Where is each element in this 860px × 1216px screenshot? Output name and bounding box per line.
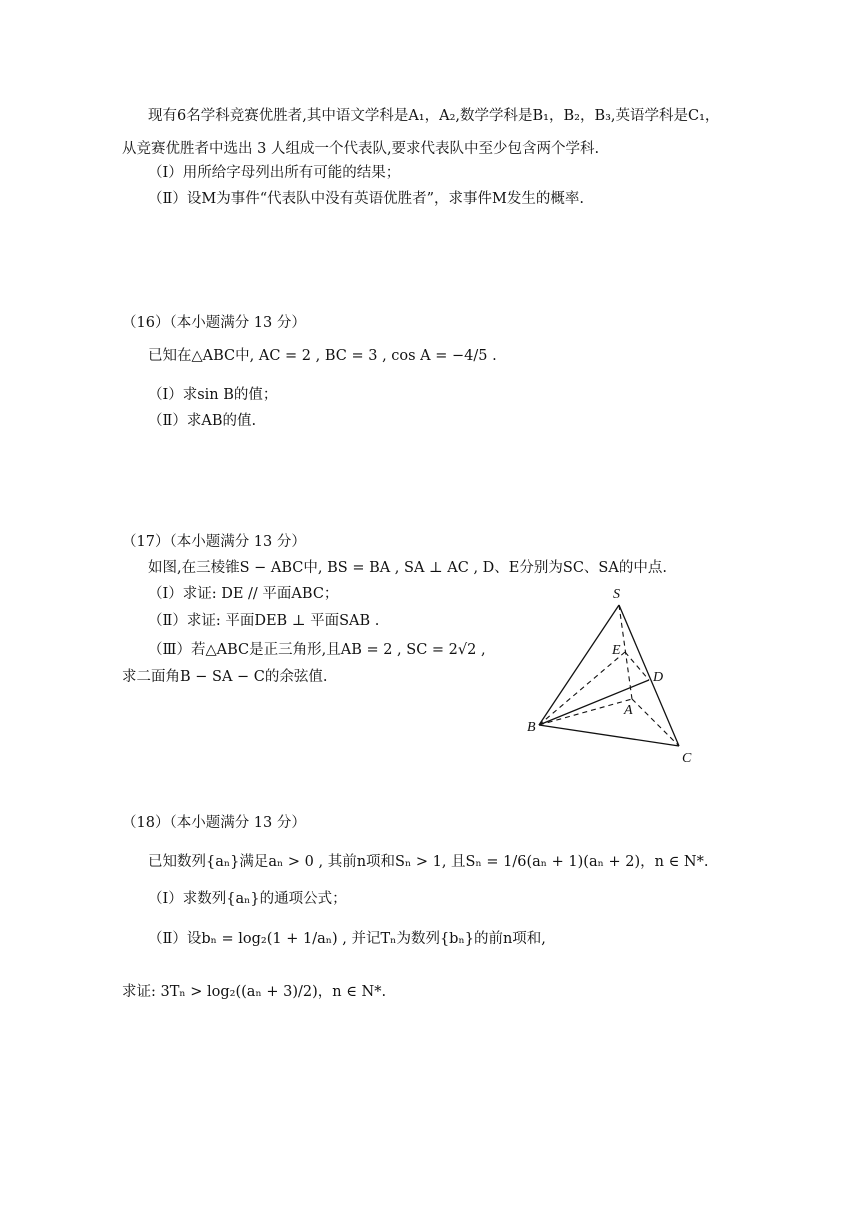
label-S: S: [613, 587, 620, 602]
p17-question-3-cont: 求二面角B − SA − C的余弦值.: [122, 669, 328, 685]
label-E: E: [612, 643, 621, 658]
p17-question-3: （Ⅲ）若△ABC是正三角形,且AB = 2 , SC = 2√2 ,: [148, 642, 486, 658]
p18-question-2: （Ⅱ）设bₙ = log₂(1 + 1/aₙ) , 并记Tₙ为数列{bₙ}的前n项和,: [148, 931, 546, 947]
p15-question-1: （Ⅰ）用所给字母列出所有可能的结果；: [148, 165, 401, 181]
p16-stem: 已知在△ABC中, AC = 2 , BC = 3 , cos A = −4/5 .: [148, 348, 497, 364]
edge-AC: [632, 699, 679, 746]
p17-stem: 如图,在三棱锥S − ABC中, BS = BA , SA ⊥ AC , D、E分别为SC、SA的中点.: [148, 560, 667, 576]
edge-BC: [539, 725, 679, 746]
p16-question-1: （Ⅰ）求sin B的值；: [148, 387, 278, 403]
p15-line-2: 从竞赛优胜者中选出 3 人组成一个代表队,要求代表队中至少包含两个学科.: [122, 141, 600, 157]
p15-line-1: 现有6名学科竞赛优胜者,其中语文学科是A₁，A₂,数学学科是B₁，B₂，B₃,英语学科是C₁，: [148, 108, 720, 124]
p18-stem: 已知数列{aₙ}满足aₙ > 0 , 其前n项和Sₙ > 1, 且Sₙ = 1/6(aₙ + 1)(aₙ + 2)，n ∈ N*.: [148, 854, 709, 870]
edge-SC: [619, 605, 679, 746]
edge-BA: [539, 699, 632, 725]
edge-BE: [539, 652, 625, 725]
label-C: C: [682, 751, 692, 766]
p17-question-2: （Ⅱ）求证: 平面DEB ⊥ 平面SAB .: [148, 613, 380, 629]
edge-SB: [539, 605, 619, 725]
p15-question-2: （Ⅱ）设M为事件“代表队中没有英语优胜者”，求事件M发生的概率.: [148, 191, 584, 207]
p16-question-2: （Ⅱ）求AB的值.: [148, 413, 257, 429]
label-B: B: [527, 720, 536, 735]
p17-question-1: （Ⅰ）求证: DE // 平面ABC；: [148, 586, 339, 602]
p18-question-1: （Ⅰ）求数列{aₙ}的通项公式；: [148, 891, 347, 907]
label-D: D: [653, 670, 664, 685]
pyramid-diagram: [520, 585, 700, 770]
pyramid-figure: [520, 585, 700, 770]
p17-title: （17）（本小题满分 13 分）: [122, 534, 306, 550]
p18-title: （18）（本小题满分 13 分）: [122, 815, 306, 831]
p18-question-2-cont: 求证: 3Tₙ > log₂((aₙ + 3)/2)，n ∈ N*.: [122, 984, 387, 1000]
p16-title: （16）（本小题满分 13 分）: [122, 315, 306, 331]
label-A: A: [624, 703, 633, 718]
